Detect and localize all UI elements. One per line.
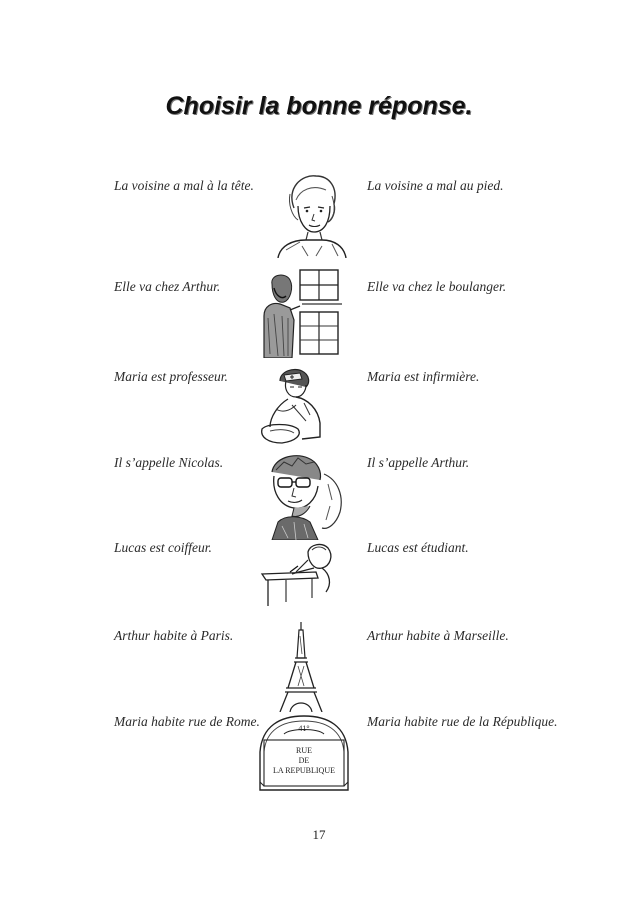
option-left-3[interactable]: Maria est professeur. bbox=[114, 369, 228, 384]
option-left-6[interactable]: Arthur habite à Paris. bbox=[114, 628, 234, 643]
student-at-desk-icon bbox=[256, 538, 336, 608]
option-right-4[interactable]: Il s’appelle Arthur. bbox=[367, 455, 470, 470]
man-at-window-icon bbox=[256, 266, 346, 358]
woman-portrait-icon bbox=[272, 170, 352, 258]
option-right-5[interactable]: Lucas est étudiant. bbox=[367, 540, 469, 555]
street-sign-icon bbox=[258, 712, 350, 794]
option-right-3[interactable]: Maria est infirmière. bbox=[367, 369, 480, 384]
option-left-4[interactable]: Il s’appelle Nicolas. bbox=[114, 455, 224, 470]
page-number: 17 bbox=[312, 827, 326, 842]
page-title: Choisir la bonne réponse. bbox=[165, 92, 473, 120]
option-left-5[interactable]: Lucas est coiffeur. bbox=[114, 540, 212, 555]
sign-line-1: RUE bbox=[296, 746, 312, 755]
sign-number: 41° bbox=[298, 724, 310, 733]
sign-line-3: LA REPUBLIQUE bbox=[273, 766, 335, 775]
nurse-icon bbox=[256, 365, 336, 451]
sign-line-2: DE bbox=[298, 756, 310, 765]
man-with-glasses-icon bbox=[258, 450, 344, 540]
option-left-2[interactable]: Elle va chez Arthur. bbox=[114, 279, 221, 294]
option-left-7[interactable]: Maria habite rue de Rome. bbox=[114, 714, 260, 729]
option-right-7[interactable]: Maria habite rue de la République. bbox=[367, 714, 558, 729]
option-right-1[interactable]: La voisine a mal au pied. bbox=[367, 178, 504, 193]
option-left-1[interactable]: La voisine a mal à la tête. bbox=[114, 178, 254, 193]
option-right-2[interactable]: Elle va chez le boulanger. bbox=[367, 279, 507, 294]
eiffel-tower-icon bbox=[278, 620, 324, 712]
option-right-6[interactable]: Arthur habite à Marseille. bbox=[367, 628, 509, 643]
